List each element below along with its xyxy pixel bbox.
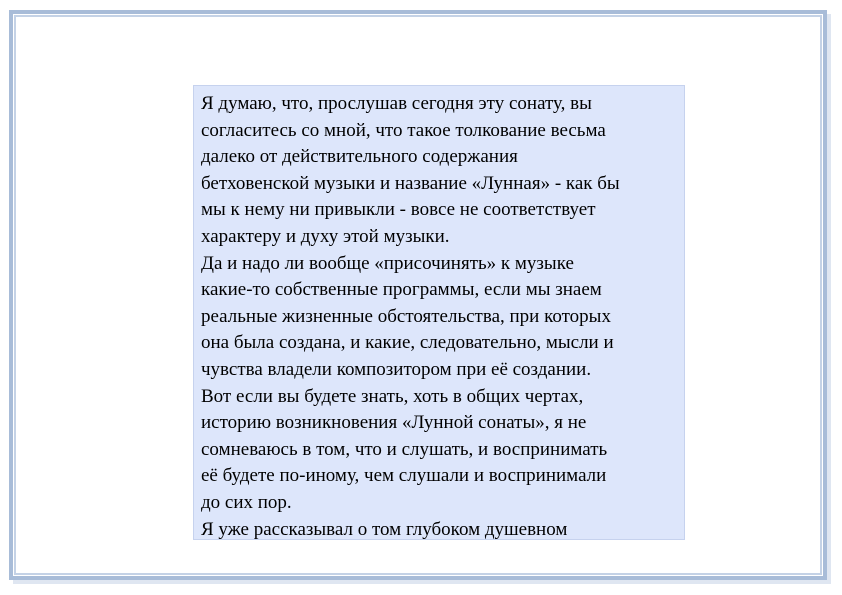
text-line: мы к нему ни привыкли - вовсе не соответствует (201, 199, 596, 221)
frame-shadow (827, 14, 831, 584)
text-line: она была создана, и какие, следовательно, мысли и (201, 332, 614, 354)
text-line: до сих пор. (201, 491, 292, 513)
text-line: согласитесь со мной, что такое толкование весьма (201, 119, 606, 141)
text-line: бетховенской музыки и название «Лунная» - как бы (201, 172, 620, 194)
text-line: какие-то собственные программы, если мы знаем (201, 279, 602, 301)
text-line: Я уже рассказывал о том глубоком душевном (201, 518, 568, 540)
text-line: Я думаю, что, прослушав сегодня эту сонату, вы (201, 93, 592, 114)
text-line: характеру и духу этой музыки. (201, 225, 450, 247)
text-line: далеко от действительного содержания (201, 146, 518, 168)
text-line: Вот если вы будете знать, хоть в общих чертах, (201, 385, 584, 407)
text-line: реальные жизненные обстоятельства, при которых (201, 305, 611, 327)
text-line: историю возникновения «Лунной сонаты», я не (201, 412, 587, 434)
text-box[interactable] (193, 85, 685, 540)
text-line: чувства владели композитором при её создании. (201, 358, 592, 380)
frame-shadow (13, 580, 831, 584)
text-line: сомневаюсь в том, что и слушать, и воспринимать (201, 438, 608, 460)
text-line: Да и надо ли вообще «присочинять» к музыке (201, 252, 574, 274)
text-line: её будете по-иному, чем слушали и воспринимали (201, 465, 607, 487)
